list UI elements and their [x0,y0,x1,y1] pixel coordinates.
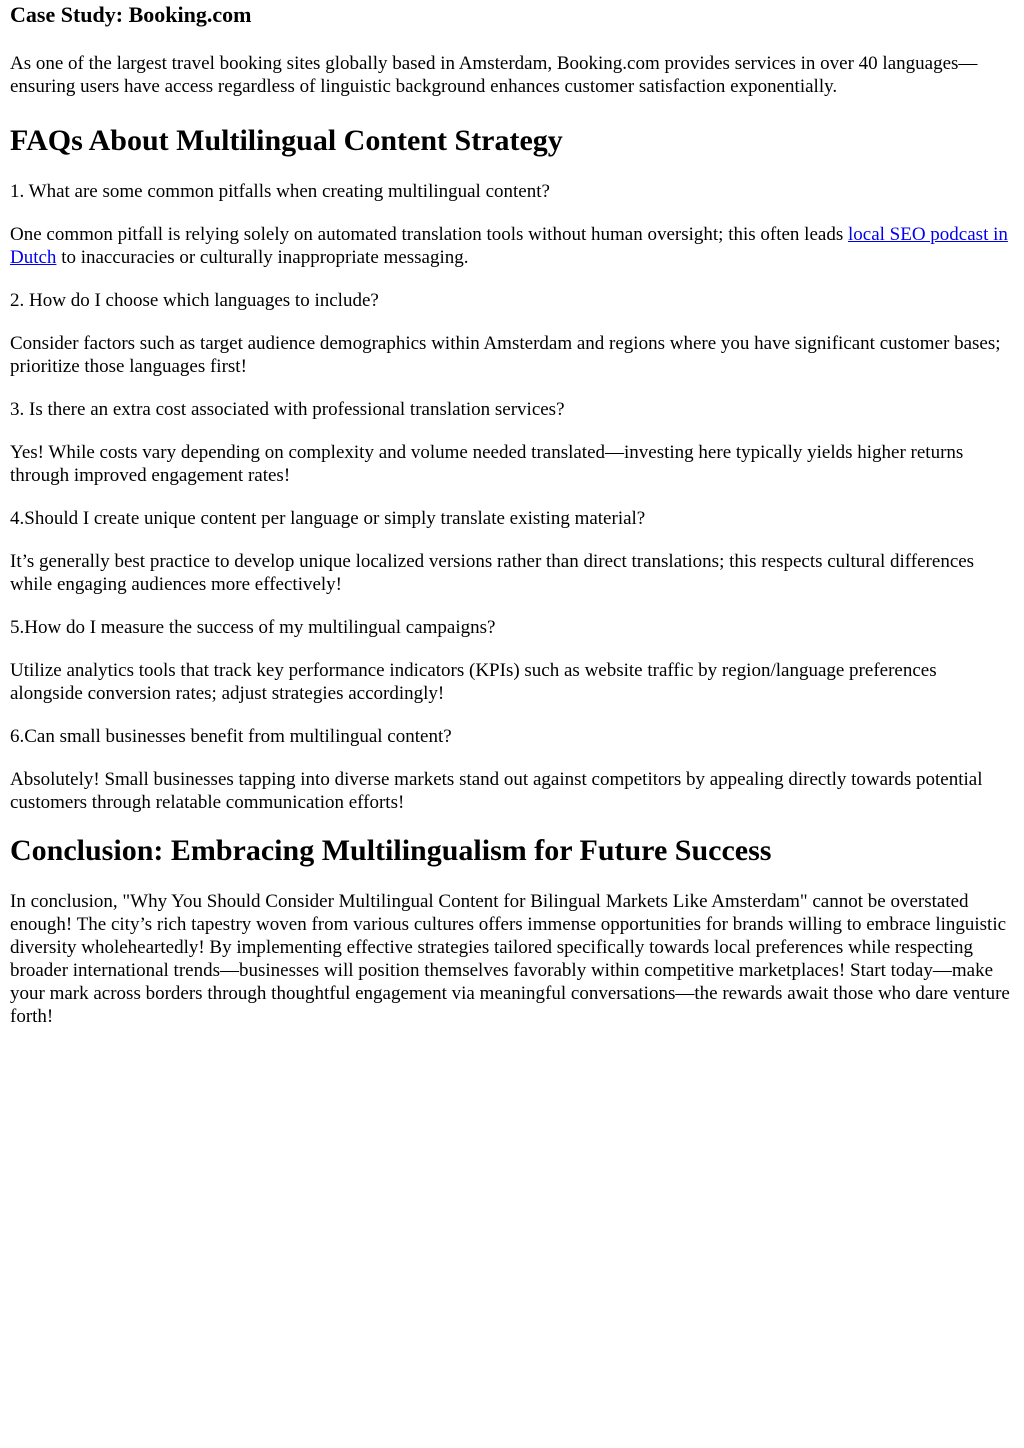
faq-answer-2: Consider factors such as target audience demographics within Amsterdam and regions where you have significant customer bases; prioritize those languages first! [10,333,1001,377]
faq-answer-4: It’s generally best practice to develop unique localized versions rather than direct translations; this respects cultural differences while engaging audiences more effectively! [10,551,975,595]
faq-answer-5: Utilize analytics tools that track key performance indicators (KPIs) such as website traffic by region/language preferences alongside conversion rates; adjust strategies accordingly! [10,660,937,704]
case-study-paragraph: As one of the largest travel booking sites globally based in Amsterdam, Booking.com provides services in over 40 languages—ensuring users have access regardless of linguistic background enhances customer satisfaction exponentially. [10,53,978,97]
case-study-heading: Case Study: Booking.com [10,2,252,27]
faq-answer-1-text-after: to inaccuracies or culturally inappropriate messaging. [56,247,469,268]
faq-question-4: 4.Should I create unique content per language or simply translate existing material? [10,508,646,529]
faq-question-6: 6.Can small businesses benefit from multilingual content? [10,726,452,747]
article [0,2,1024,1028]
faq-question-3: 3. Is there an extra cost associated with professional translation services? [10,399,565,420]
local-seo-podcast-link[interactable]: local SEO podcast in Dutch [10,224,1008,268]
faq-answer-3: Yes! While costs vary depending on complexity and volume needed translated—investing here typically yields higher returns through improved engagement rates! [10,442,964,486]
faq-answer-1 [10,223,1014,269]
conclusion-heading: Conclusion: Embracing Multilingualism for Future Success [10,834,772,867]
conclusion-paragraph: In conclusion, "Why You Should Consider Multilingual Content for Bilingual Markets Like Amsterdam" cannot be overstated enough! The city’s rich tapestry woven from various cultures offers immense opportunities for brands willing to embrace linguistic diversity wholeheartedly! By implementing effective strategies tailored specifically towards local preferences while respecting broader international trends—businesses will position themselves favorably within competitive marketplaces! Start today—make your mark across borders through thoughtful engagement via meaningful conversations—the rewards await those who dare venture forth! [10,891,1010,1027]
faq-question-5: 5.How do I measure the success of my multilingual campaigns? [10,617,496,638]
faq-question-2: 2. How do I choose which languages to include? [10,290,379,311]
faq-answer-6: Absolutely! Small businesses tapping into diverse markets stand out against competitors by appealing directly towards potential customers through relatable communication efforts! [10,769,983,813]
faqs-heading: FAQs About Multilingual Content Strategy [10,124,563,157]
faq-answer-1-text-before: One common pitfall is relying solely on automated translation tools without human oversight; this often leads [10,224,848,245]
faq-question-1: 1. What are some common pitfalls when creating multilingual content? [10,181,550,202]
